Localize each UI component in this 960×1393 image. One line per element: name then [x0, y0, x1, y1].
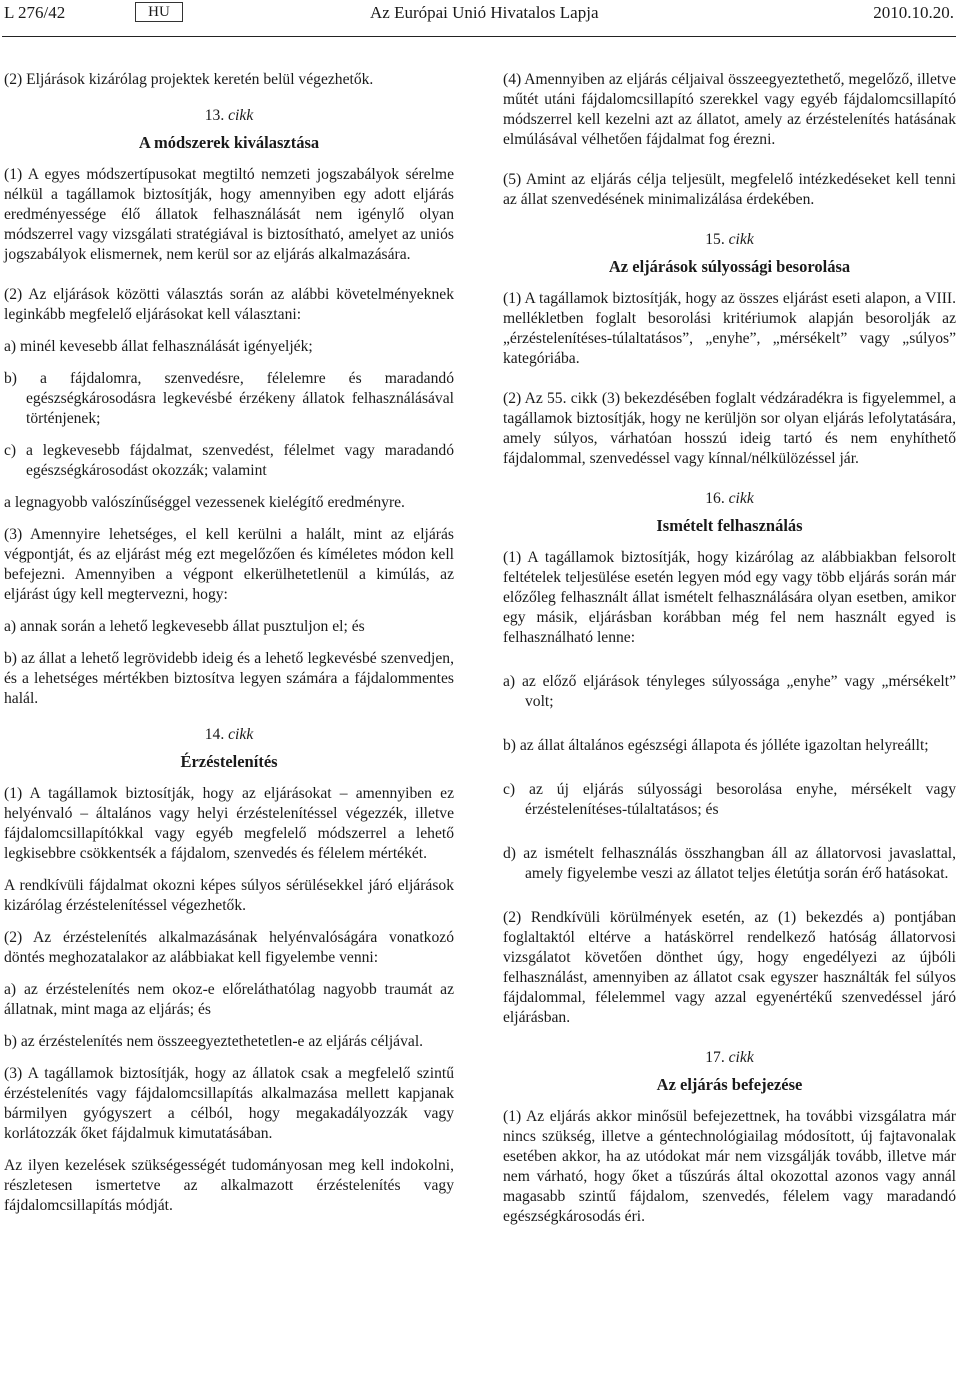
- paragraph: (2) Az 55. cikk (3) bekezdésében foglalt védzáradékra is figyelemmel, a tagállamok biztosítják, hogy ne kerüljön sor olyan eljárás lefolytatására, amely súlyos, várhatóan hosszú ideig tartó és nem enyhíthető fájdalommal, szenvedéssel vagy kínnal/nélkülözéssel jár.: [503, 390, 956, 467]
- paragraph: (2) Az érzéstelenítés alkalmazásának helyénvalóságára vonatkozó döntés meghozatalakor az alábbiakat kell figyelembe venni:: [4, 929, 454, 966]
- list-item: c) a legkevesebb fájdalmat, szenvedést, félelmet vagy maradandó egészségkárosodást okozzák; valamint: [4, 442, 454, 479]
- list-item: b) az állat általános egészségi állapota és jólléte igazoltan helyreállt;: [503, 737, 929, 754]
- paragraph: a legnagyobb valószínűséggel vezessenek kielégítő eredményre.: [4, 494, 405, 511]
- paragraph: (2) Rendkívüli körülmények esetén, az (1) bekezdés a) pontjában foglaltaktól eltérve a hatáskörrel rendelkező hatóság állatorvosi vizsgálatot követően dönthet úgy, hogy engedélyezi az újbóli felhasználást, amennyiben az állatot csak egyszer használták fel súlyos fájdalommal, félelemmel vagy azzal egyenértékű szenvedéssel járó eljárásban.: [503, 909, 956, 1026]
- page-header: [0, 0, 960, 30]
- right-column: [503, 70, 956, 1239]
- list-item: a) annak során a lehető legkevesebb állat pusztuljon el; és: [4, 618, 365, 635]
- article-title: Az eljárások súlyossági besorolása: [608, 257, 851, 276]
- article-number: 16. cikk: [705, 490, 754, 507]
- article-number: 15. cikk: [705, 231, 754, 248]
- paragraph: (1) A tagállamok biztosítják, hogy az eljárásokat – amennyiben ez helyénvaló – általános vagy helyi érzéstelenítéssel végezzék, illetve fájdalomcsillapítókkal vagy egyéb megfelelő módszerrel a lehető legkisebbre csökkentsék a fájdalom, szenvedés és félelem mértékét.: [4, 785, 454, 862]
- list-item: c) az új eljárás súlyossági besorolása enyhe, mérsékelt vagy érzéstelenítéses-túlaltatásos; és: [503, 781, 956, 818]
- publication-date: 2010.10.20.: [873, 3, 954, 22]
- list-item: b) az érzéstelenítés nem összeegyeztethetetlen-e az eljárás céljával.: [4, 1033, 424, 1050]
- journal-title: Az Európai Unió Hivatalos Lapja: [370, 3, 599, 22]
- header-divider: [2, 36, 956, 37]
- left-column: [4, 70, 454, 1228]
- paragraph: (2) Az eljárások közötti választás során az alábbi követelményeknek leginkább megfelelő eljárásokat kell választani:: [4, 286, 454, 323]
- article-title: Az eljárás befejezése: [656, 1075, 803, 1094]
- paragraph: Az ilyen kezelések szükségességét tudományosan meg kell indokolni, részletesen ismertetve az alkalmazott érzéstelenítés vagy fájdalomcsillapítás módját.: [4, 1157, 454, 1214]
- article-number: 13. cikk: [204, 107, 254, 124]
- paragraph: A rendkívüli fájdalmat okozni képes súlyos sérülésekkel járó eljárások kizárólag érzéstelenítéssel végezhetők.: [4, 877, 454, 914]
- paragraph: (1) A tagállamok biztosítják, hogy kizárólag az alábbiakban felsorolt feltételek teljesülése esetén legyen mód egy vagy több eljárás során már előzőleg felhasznált állat ismételt felhasználására olyan esetben, amikor egy másik, eljárásban korábban még fel nem használt egyed is felhasználható lenne:: [503, 549, 956, 646]
- list-item: a) az érzéstelenítés nem okoz-e előreláthatólag nagyobb traumát az állatnak, mint maga az eljárás; és: [4, 981, 454, 1018]
- list-item: a) minél kevesebb állat felhasználását igényeljék;: [4, 338, 313, 355]
- paragraph: (2) Eljárások kizárólag projektek keretén belül végezhetők.: [4, 71, 374, 88]
- article-title: A módszerek kiválasztása: [138, 133, 320, 152]
- article-title: Ismételt felhasználás: [656, 516, 803, 535]
- list-item: b) az állat a lehető legrövidebb ideig és a lehető legkevésbé szenvedjen, és a lehetséges mértékben biztosítva legyen számára a fájdalommentes halál.: [4, 650, 454, 707]
- paragraph: (1) Az eljárás akkor minősül befejezettnek, ha további vizsgálatra már nincs szükség, illetve a géntechnológiailag módosított, új fajtavonalak esetében akkor, ha az utódokat már nem vizsgálják tovább, illetve már nem várható, hogy őket a tűszúrás által okozottal azonos vagy annál magasabb szintű fájdalom, szenvedés, félelem vagy maradandó egészségkárosodás éri.: [503, 1108, 956, 1225]
- paragraph: (3) Amennyire lehetséges, el kell kerülni a halált, mint az eljárás végpontját, és az eljárást még ezt megelőzően és kíméletes módon kell befejezni. Amennyiben a végpont elkerülhetetlenül a kimúlás, az eljárást úgy kell megtervezni, hogy:: [4, 526, 454, 603]
- list-item: a) az előző eljárások tényleges súlyossága „enyhe” vagy „mérsékelt” volt;: [503, 673, 956, 710]
- page-number: L 276/42: [4, 3, 66, 22]
- list-item: b) a fájdalomra, szenvedésre, félelemre és maradandó egészségkárosodásra legkevésbé érzékeny állatok felhasználásával történjenek;: [4, 370, 454, 427]
- list-item: d) az ismételt felhasználás összhangban áll az állatorvosi javaslattal, amely figyelembe veszi az állatot teljes életútja során érő hatásokat.: [503, 845, 956, 882]
- paragraph: (1) A tagállamok biztosítják, hogy az összes eljárást eseti alapon, a VIII. mellékletben foglalt besorolási kritériumok alapján besorolják az „érzéstelenítéses-túlaltatásos”, „enyhe”, „mérsékelt” vagy „súlyos” kategóriába.: [503, 290, 956, 367]
- paragraph: (1) A egyes módszertípusokat megtiltó nemzeti jogszabályok sérelme nélkül a tagállamok biztosítják, hogy amennyiben egy adott eljárás eredményessége élő állatok felhasználását nem igénylő olyan módszerrel vagy vizsgálati stratégiával is biztosítható, amelyet az uniós jogszabályok elismernek, nem kerül sor az eljárás alkalmazására.: [4, 166, 454, 263]
- paragraph: (4) Amennyiben az eljárás céljaival összeegyeztethető, megelőző, illetve műtét utáni fájdalomcsillapító szerekkel vagy egyéb fájdalomcsillapító módszerrel kell kezelni azt az állatot, amely az érzéstelenítés hatásának elmúlásával vélhetően fájdalmat fog érezni.: [503, 71, 956, 148]
- article-number: 14. cikk: [204, 726, 254, 743]
- paragraph: (5) Amint az eljárás célja teljesült, megfelelő intézkedéseket kell tenni az állat szenvedésének minimalizálása érdekében.: [503, 171, 956, 208]
- article-number: 17. cikk: [705, 1049, 754, 1066]
- language-badge: HU: [135, 2, 183, 22]
- article-title: Érzéstelenítés: [180, 752, 278, 771]
- paragraph: (3) A tagállamok biztosítják, hogy az állatok csak a megfelelő szintű érzéstelenítés vagy fájdalomcsillapítás alkalmazása mellett kapjanak bármilyen gyógyszert a célból, hogy megakadályozzák vagy korlátozzák őket fájdalmuk kimutatásában.: [4, 1065, 454, 1142]
